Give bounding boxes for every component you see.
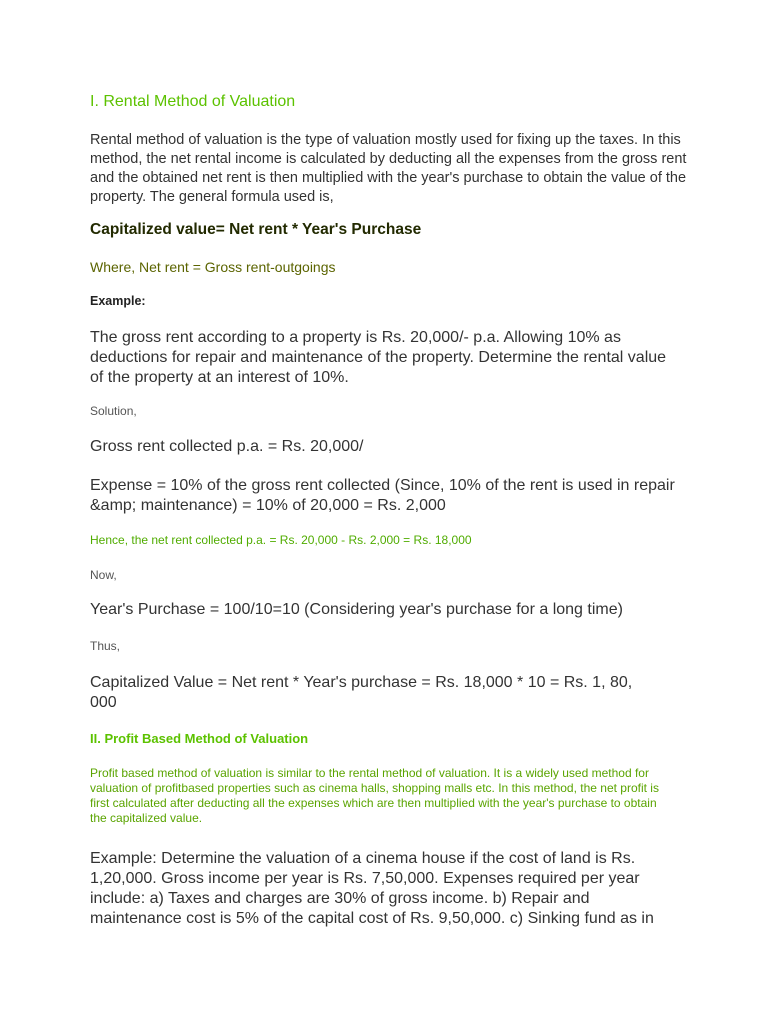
solution-label: Solution,: [90, 404, 137, 418]
expense-line: Expense = 10% of the gross rent collected (Since, 10% of the rent is used in repair &amp; maintenance) = 10% of 20,000 = Rs. 2,000: [90, 477, 675, 514]
capitalized-value-line: Capitalized Value = Net rent * Year's purchase = Rs. 18,000 * 10 = Rs. 1, 80, 000: [90, 674, 633, 711]
formula-capitalized-value: Capitalized value= Net rent * Year's Purchase: [90, 221, 422, 238]
gross-rent-line: Gross rent collected p.a. = Rs. 20,000/: [90, 438, 364, 455]
example-cinema-text: Example: Determine the valuation of a cinema house if the cost of land is Rs. 1,20,000. Gross income per year is Rs. 7,50,000. Expenses required per year include: a) Taxes and charges are 30% of gross income. b) Repair and maintenance cost is 5% of the capital cost of Rs. 9,50,000. c) Sinking fund as in: [90, 850, 654, 927]
now-label: Now,: [90, 568, 117, 582]
example-label: Example:: [90, 294, 146, 308]
paragraph-profit-intro: Profit based method of valuation is similar to the rental method of valuation. It is a widely used method for valuation of profitbased properties such as cinema halls, shopping malls etc. In this method, the net profit is first calculated after deducting all the expenses which are then multiplied with the year's purchase to obtain the capitalized value.: [90, 766, 659, 825]
net-rent-line: Hence, the net rent collected p.a. = Rs. 20,000 - Rs. 2,000 = Rs. 18,000: [90, 533, 472, 547]
example-problem-text: The gross rent according to a property is Rs. 20,000/- p.a. Allowing 10% as deductions for repair and maintenance of the property. Determine the rental value of the property at an interest of 10%.: [90, 329, 667, 386]
formula-where-note: Where, Net rent = Gross rent-outgoings: [90, 259, 336, 275]
thus-label: Thus,: [90, 639, 121, 653]
section-heading-rental: I. Rental Method of Valuation: [90, 93, 296, 110]
years-purchase-line: Year's Purchase = 100/10=10 (Considering year's purchase for a long time): [90, 601, 623, 618]
paragraph-rental-intro: Rental method of valuation is the type of valuation mostly used for fixing up the taxes. In this method, the net rental income is calculated by deducting all the expenses from the gross rent and the obtained net rent is then multiplied with the year's purchase to obtain the value of the property. The general formula used is,: [90, 132, 687, 205]
section-heading-profit: II. Profit Based Method of Valuation: [90, 731, 309, 746]
